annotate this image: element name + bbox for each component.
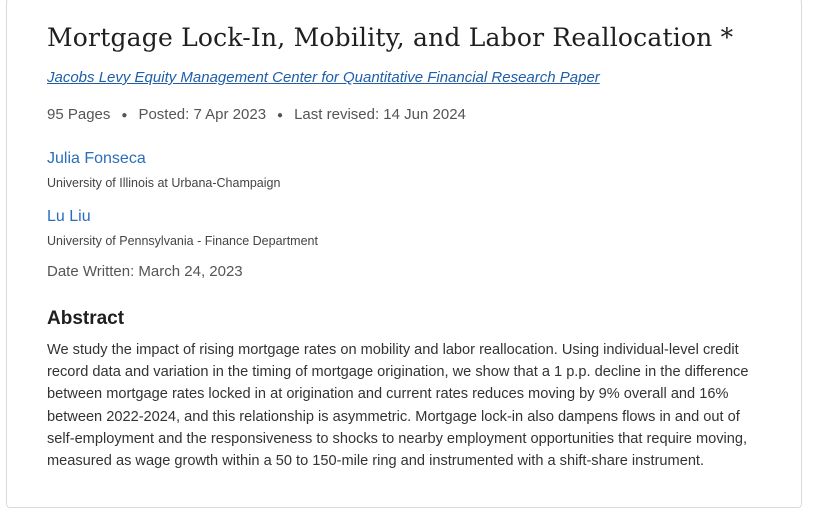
author-affiliation: University of Pennsylvania - Finance Department [47,234,318,248]
paper-card [6,0,802,508]
paper-title: Mortgage Lock-In, Mobility, and Labor Reallocation * [47,23,734,52]
date-written: Date Written: March 24, 2023 [47,263,243,280]
author-link[interactable]: Lu Liu [47,208,91,225]
separator-dot: ● [121,110,128,121]
abstract-text: We study the impact of rising mortgage rates on mobility and labor reallocation. Using individual-level credit record data and variation in the timing of mortgage origination, we show that a 1 p.p. decline in the difference between mortgage rates locked in at origination and current rates reduces moving by 9% overall and 16% between 2022-2024, and this relationship is asymmetric. Mortgage lock-in also dampens flows in and out of self-employment and the responsiveness to shocks to nearby employment opportunities that require moving, measured as wage growth within a 50 to 150-mile ring and instrumented with a shift-share instrument. [47,342,749,470]
revised-date: Last revised: 14 Jun 2024 [294,106,466,123]
abstract-heading: Abstract [47,308,125,329]
author-affiliation: University of Illinois at Urbana-Champaign [47,176,281,190]
paper-meta [47,106,466,123]
separator-dot: ● [277,110,284,121]
page-count: 95 Pages [47,106,111,123]
series-link[interactable]: Jacobs Levy Equity Management Center for Quantitative Financial Research Paper [47,69,600,86]
author-link[interactable]: Julia Fonseca [47,150,146,167]
posted-date: Posted: 7 Apr 2023 [138,106,267,123]
